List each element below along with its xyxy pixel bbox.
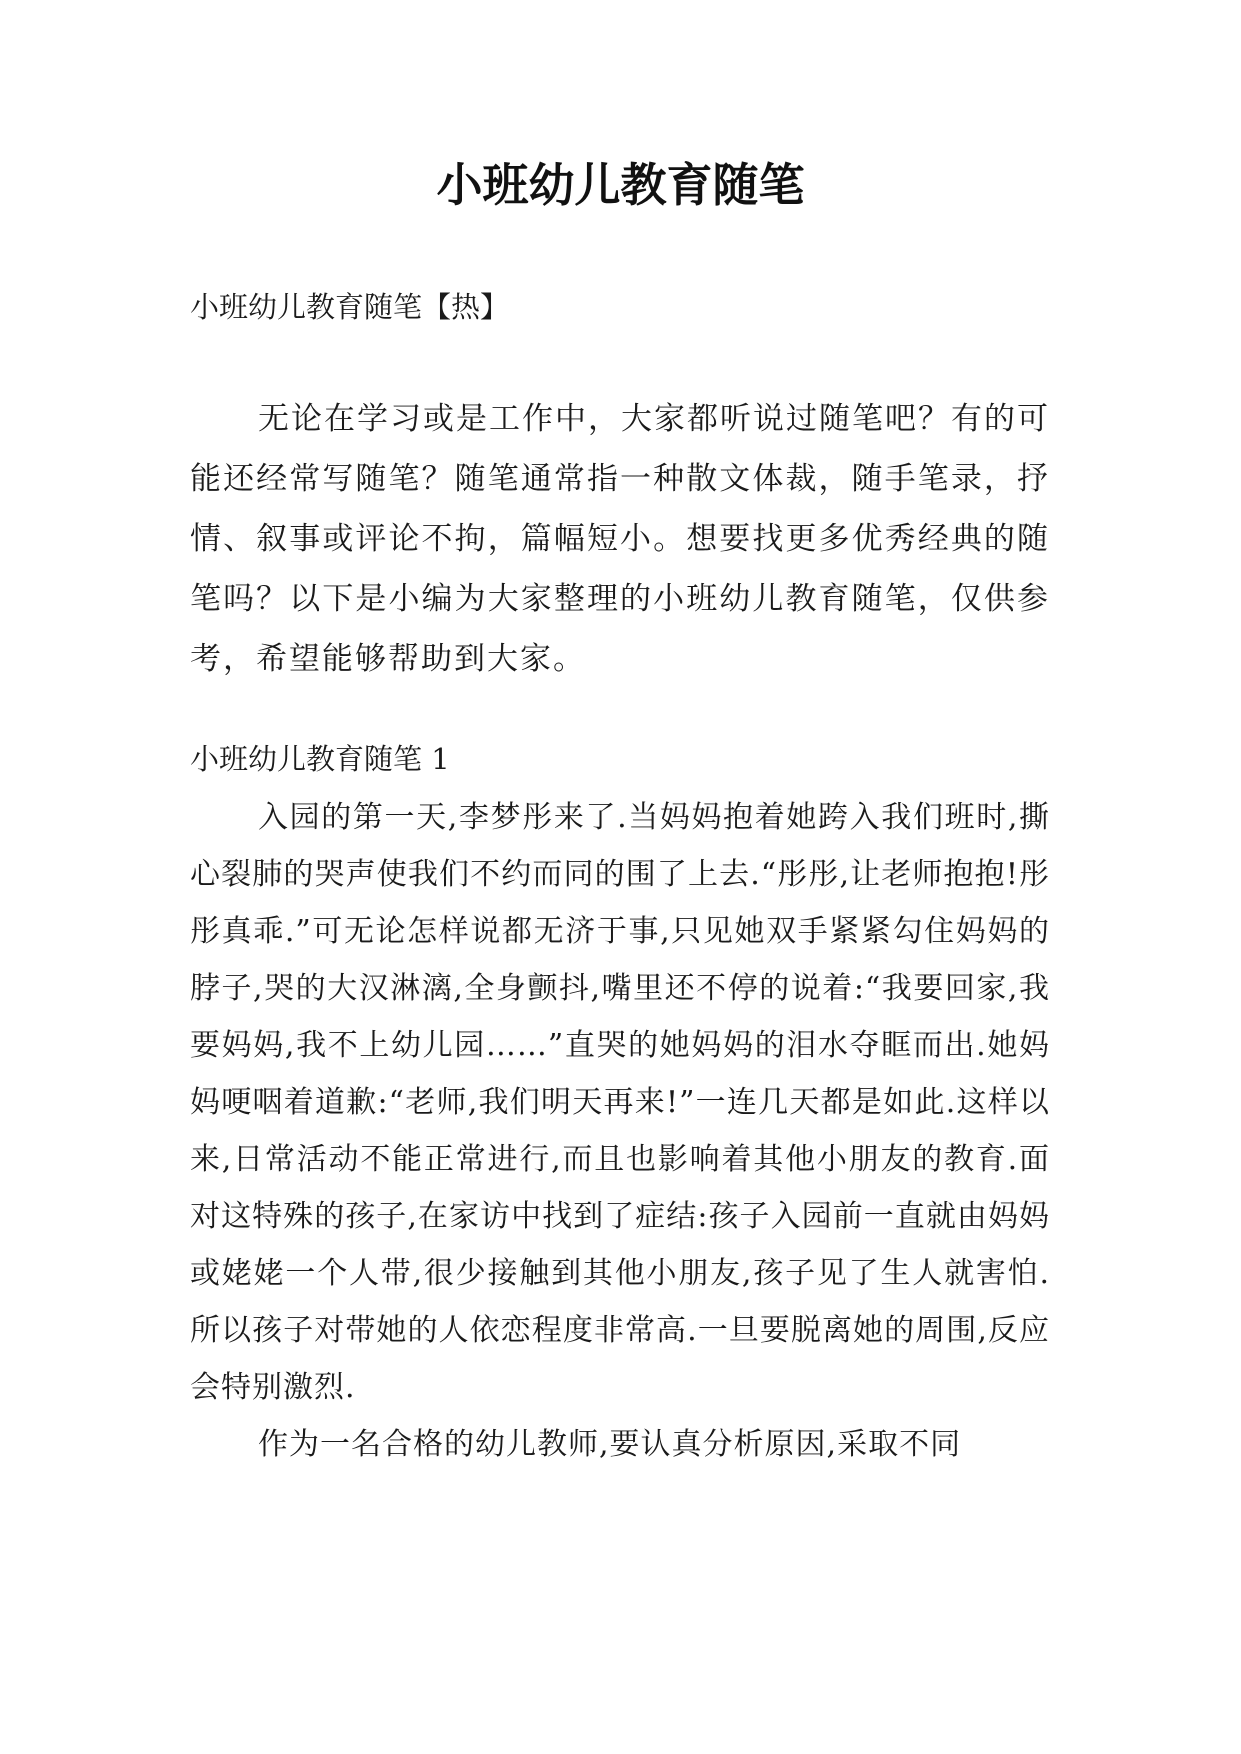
section-heading: 小班幼儿教育随笔 1 [190, 742, 450, 776]
document-subtitle: 小班幼儿教育随笔【热】 [190, 290, 510, 324]
document-body [190, 285, 1050, 1473]
body-paragraph: 入园的第一天,李梦彤来了.当妈妈抱着她跨入我们班时,撕心裂肺的哭声使我们不约而同的围了上去.“彤彤,让老师抱抱!彤彤真乖.”可无论怎样说都无济于事,只见她双手紧紧勾住妈妈的脖子,哭的大汉淋漓,全身颤抖,嘴里还不停的说着:“我要回家,我要妈妈,我不上幼儿园……”直哭的她妈妈的泪水夺眶而出.她妈妈哽咽着道歉:“老师,我们明天再来!”一连几天都是如此.这样以来,日常活动不能正常进行,而且也影响着其他小朋友的教育.面对这特殊的孩子,在家访中找到了症结:孩子入园前一直就由妈妈或姥姥一个人带,很少接触到其他小朋友,孩子见了生人就害怕.所以孩子对带她的人依恋程度非常高.一旦要脱离她的周围,反应会特别激烈. [190, 800, 1050, 1405]
intro-paragraph: 无论在学习或是工作中，大家都听说过随笔吧？有的可能还经常写随笔？随笔通常指一种散文体裁，随手笔录，抒情、叙事或评论不拘，篇幅短小。想要找更多优秀经典的随笔吗？以下是小编为大家整理的小班幼儿教育随笔，仅供参考，希望能够帮助到大家。 [190, 401, 1050, 677]
document-title: 小班幼儿教育随笔 [436, 158, 805, 212]
body-paragraph: 作为一名合格的幼儿教师,要认真分析原因,采取不同 [258, 1427, 962, 1462]
